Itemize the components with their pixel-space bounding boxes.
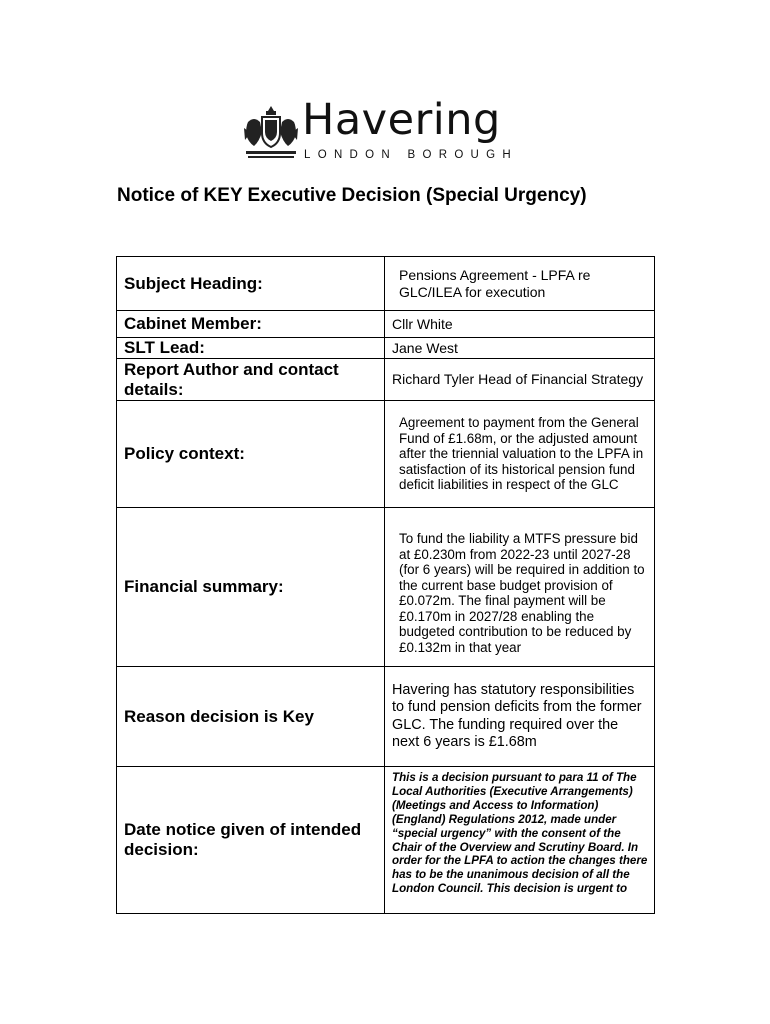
brand-name: Havering xyxy=(302,95,501,145)
table-row xyxy=(117,359,655,401)
table-row xyxy=(117,401,655,508)
policy-context-value: Agreement to payment from the General Fund of £1.68m, or the adjusted amount after the triennial valuation to the LPFA in satisfaction of its historical pension fund deficit liabilities in respect of the GLC xyxy=(385,401,655,508)
financial-summary-value: To fund the liability a MTFS pressure bid at £0.230m from 2022-23 until 2027-28 (for 6 years) will be required in addition to the current base budget provision of £0.072m. The final payment will be £0.170m in 2027/28 enabling the budgeted contribution to be reduced by £0.132m in that year xyxy=(385,508,655,667)
date-notice-text: This is a decision pursuant to para 11 of The Local Authorities (Executive Arrangements) (Meetings and Access to Information) (England) Regulations 2012, made under “special urgency” with the consent of the Chair of the Overview and Scrutiny Board. In order for the LPFA to action the changes there has to be the unanimous decision of all the London Council. This decision is urgent to xyxy=(392,771,648,896)
policy-context-label: Policy context: xyxy=(117,401,385,508)
report-author-label: Report Author and contact details: xyxy=(117,359,385,401)
reason-key-label: Reason decision is Key xyxy=(117,667,385,767)
date-notice-label: Date notice given of intended decision: xyxy=(117,767,385,914)
subject-heading-label: Subject Heading: xyxy=(117,257,385,311)
cabinet-member-label: Cabinet Member: xyxy=(117,311,385,338)
page-title: Notice of KEY Executive Decision (Special Urgency) xyxy=(117,185,587,206)
crest-icon xyxy=(242,104,300,164)
date-notice-value xyxy=(385,767,655,914)
report-author-value: Richard Tyler Head of Financial Strategy xyxy=(385,359,655,401)
cabinet-member-value: Cllr White xyxy=(385,311,655,338)
havering-logo xyxy=(242,95,532,166)
table-row xyxy=(117,767,655,914)
slt-lead-value: Jane West xyxy=(385,338,655,359)
table-row xyxy=(117,311,655,338)
table-row xyxy=(117,338,655,359)
subject-heading-value: Pensions Agreement - LPFA re GLC/ILEA for execution xyxy=(385,257,655,311)
table-row xyxy=(117,667,655,767)
decision-table xyxy=(116,256,655,914)
table-row xyxy=(117,508,655,667)
table-row xyxy=(117,257,655,311)
financial-summary-label: Financial summary: xyxy=(117,508,385,667)
reason-key-value: Havering has statutory responsibilities to fund pension deficits from the former GLC. The funding required over the next 6 years is £1.68m xyxy=(385,667,655,767)
brand-subtitle: LONDON BOROUGH xyxy=(304,149,519,161)
slt-lead-label: SLT Lead: xyxy=(117,338,385,359)
